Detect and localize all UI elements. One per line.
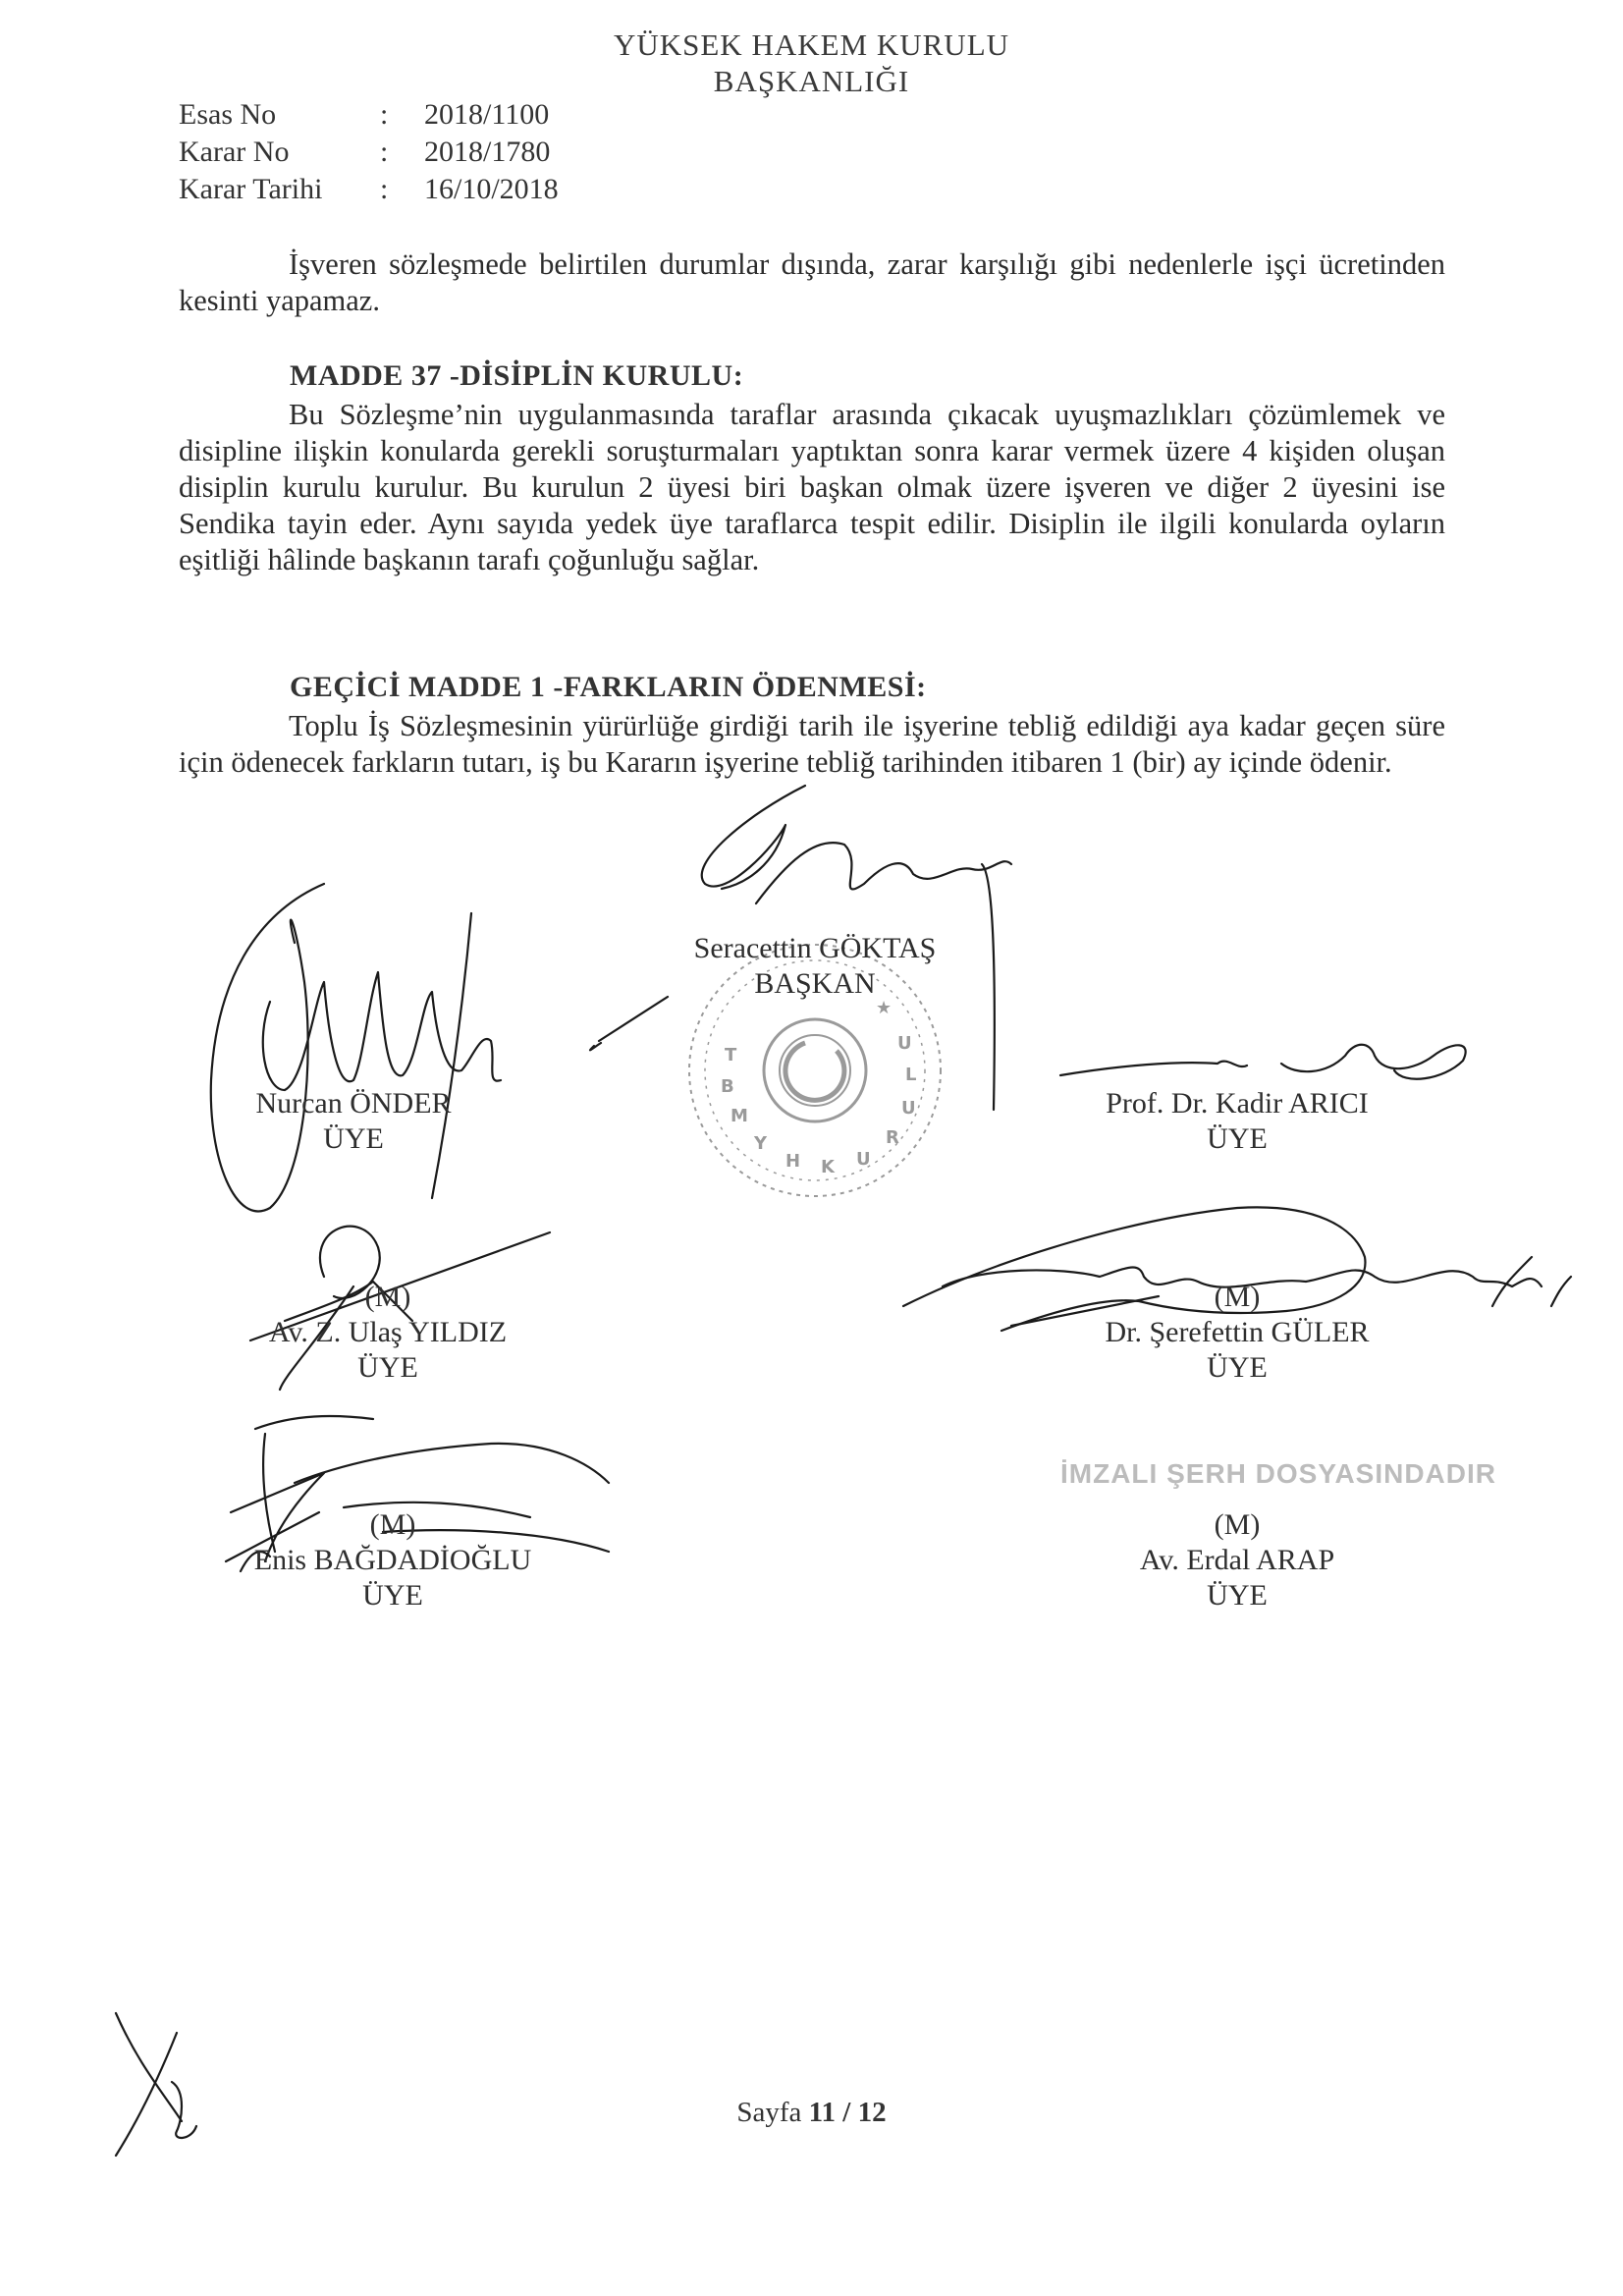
nurcan-name: Nurcan ÖNDER [255,1087,452,1120]
signature-erdal [1021,1507,1453,1613]
karar-tarihi-sep: : [380,173,389,205]
signature-ulas [196,1280,579,1386]
karar-no-row [179,136,550,169]
institution-subtitle: BAŞKANLIĞI [713,64,910,98]
svg-text:R: R [886,1127,899,1148]
serefettin-role: ÜYE [1207,1351,1268,1384]
svg-text:T: T [725,1045,737,1066]
esas-no-sep: : [380,98,389,131]
signature-nurcan [177,1086,530,1157]
svg-text:B: B [721,1076,734,1097]
madde-37-body: Bu Sözleşme’nin uygulanmasında taraflar arasında çıkacak uyuşmazlıkları çözümlemek ve disipline ilişkin konularda gerekli soruşturmaları yaptıktan sonra karar vermek üzere 4 kişiden oluşan disiplin kurulu kurulur. Bu kurulun 2 üyesi biri başkan olmak üzere işveren ve diğer 2 üyesini ise Sendika tayin eder. Aynı sayıda yedek üye taraflarca tespit edilir. Disiplin ile ilgili konularda oyların eşitliği hâlinde başkanın tarafı çoğunluğu sağlar. [179,398,1445,576]
institution-name: YÜKSEK HAKEM KURULU [613,27,1010,62]
karar-tarihi-row [179,173,559,206]
page-prefix: Sayfa [736,2097,802,2128]
esas-no-value: 2018/1100 [424,98,550,131]
svg-text:U: U [897,1033,912,1054]
svg-text:H: H [785,1151,801,1172]
madde-37-heading: MADDE 37 -DİSİPLİN KURULU: [290,359,744,392]
gecici-madde-1-body: Toplu İş Sözleşmesinin yürürlüğe girdiği tarih ile işyerine tebliğ edildiği aya kadar geçen süre için ödenecek farkların tutarı, iş bu Kararın işyerine tebliğ tarihinden itibaren 1 (bir) ay içinde ödenir. [179,709,1445,779]
enis-role: ÜYE [362,1579,423,1612]
serefettin-mark: (M) [1214,1281,1261,1313]
svg-text:★: ★ [876,998,893,1018]
serefettin-name: Dr. Şerefettin GÜLER [1105,1316,1370,1348]
kadir-name: Prof. Dr. Kadir ARICI [1106,1087,1369,1120]
svg-text:M: M [730,1106,748,1126]
signature-enis [206,1507,579,1613]
signature-kadir [1021,1086,1453,1157]
president-role: BAŞKAN [754,967,876,1000]
signed-annotation-stamp: İMZALI ŞERH DOSYASINDADIR [1060,1458,1497,1489]
ulas-name: Av. Z. Ulaş YILDIZ [268,1316,508,1348]
svg-text:U: U [901,1098,916,1119]
svg-text:U: U [856,1149,871,1170]
esas-no-row [179,98,549,132]
ulas-mark: (M) [364,1281,411,1313]
enis-name: Enis BAĞDADİOĞLU [253,1544,532,1576]
erdal-name: Av. Erdal ARAP [1139,1544,1335,1576]
svg-text:L: L [905,1065,917,1085]
karar-no-value: 2018/1780 [424,136,551,168]
intro-paragraph: İşveren sözleşmede belirtilen durumlar dışında, zarar karşılığı gibi nedenlerle işçi ücretinden kesinti yapamaz. [179,247,1445,317]
karar-no-label: Karar No [179,136,290,168]
erdal-mark: (M) [1214,1508,1261,1541]
gecici-madde-1-heading: GEÇİCİ MADDE 1 -FARKLARIN ÖDENMESİ: [290,671,927,703]
karar-no-sep: : [380,136,389,168]
enis-mark: (M) [369,1508,416,1541]
karar-tarihi-label: Karar Tarihi [179,173,323,205]
erdal-role: ÜYE [1207,1579,1268,1612]
karar-tarihi-value: 16/10/2018 [424,173,559,205]
esas-no-label: Esas No [179,98,277,131]
svg-text:K: K [821,1157,835,1177]
svg-text:Y: Y [754,1133,768,1154]
signature-serefettin [1021,1280,1453,1386]
ulas-role: ÜYE [357,1351,418,1384]
page-count: 11 / 12 [808,2097,887,2128]
president-name: Seracettin GÖKTAŞ [693,932,937,964]
kadir-role: ÜYE [1207,1122,1268,1155]
signature-president [589,931,1041,1002]
nurcan-role: ÜYE [323,1122,384,1155]
page-number [0,2097,1623,2129]
